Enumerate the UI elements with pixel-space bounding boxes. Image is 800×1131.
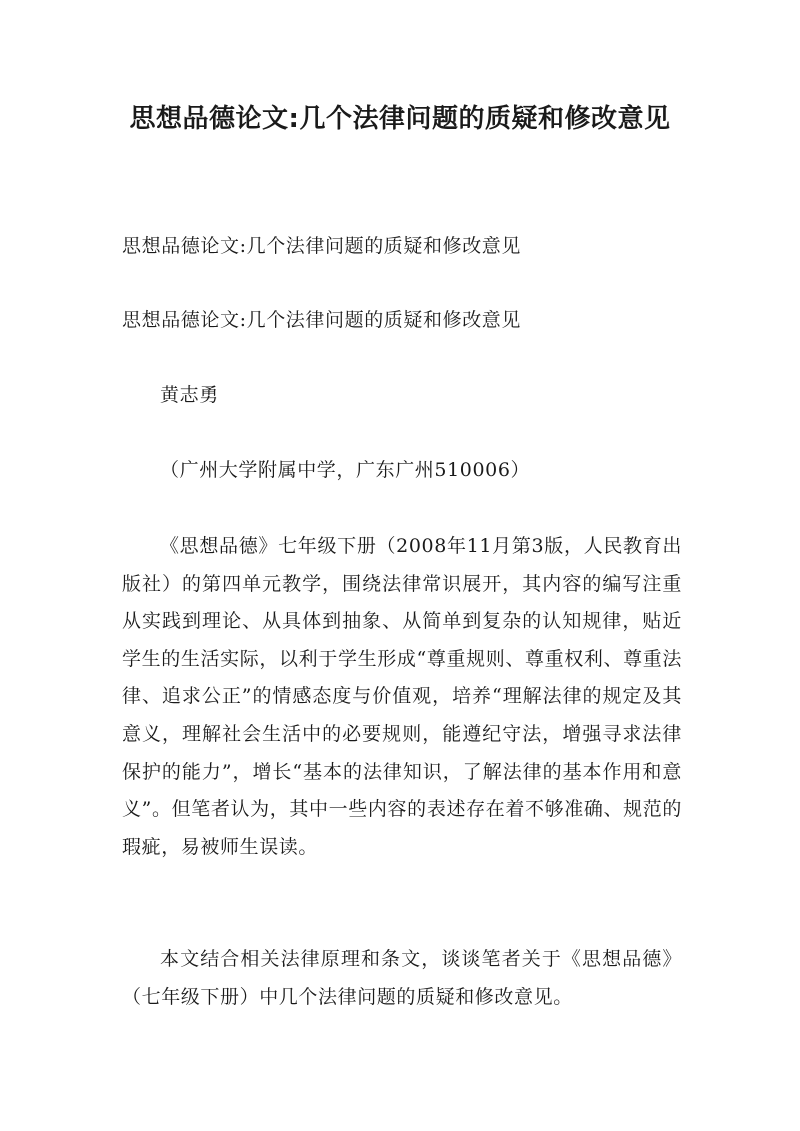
document-title: 思想品德论文:几个法律问题的质疑和修改意见 <box>129 104 671 134</box>
author-affiliation: （广州大学附属中学，广东广州510006） <box>160 459 531 481</box>
body-paragraph-2: 本文结合相关法律原理和条文，谈谈笔者关于《思想品德》（七年级下册）中几个法律问题的质疑和修改意见。 <box>122 948 682 1008</box>
subtitle-line-2: 思想品德论文:几个法律问题的质疑和修改意见 <box>122 309 522 331</box>
author-name: 黄志勇 <box>160 384 219 406</box>
subtitle-line-1: 思想品德论文:几个法律问题的质疑和修改意见 <box>122 235 522 257</box>
body-paragraph-1: 《思想品德》七年级下册（2008年11月第3版，人民教育出版社）的第四单元教学，围绕法律常识展开，其内容的编写注重从实践到理论、从具体到抽象、从简单到复杂的认知规律，贴近学生的生活实际，以利于学生形成“尊重规则、尊重权利、尊重法律、追求公正”的情感态度与价值观，培养“理解法律的规定及其意义，理解社会生活中的必要规则，能遵纪守法，增强寻求法律保护的能力”，增长“基本的法律知识，了解法律的基本作用和意义”。但笔者认为，其中一些内容的表述存在着不够准确、规范的瑕疵，易被师生误读。 <box>122 535 682 858</box>
